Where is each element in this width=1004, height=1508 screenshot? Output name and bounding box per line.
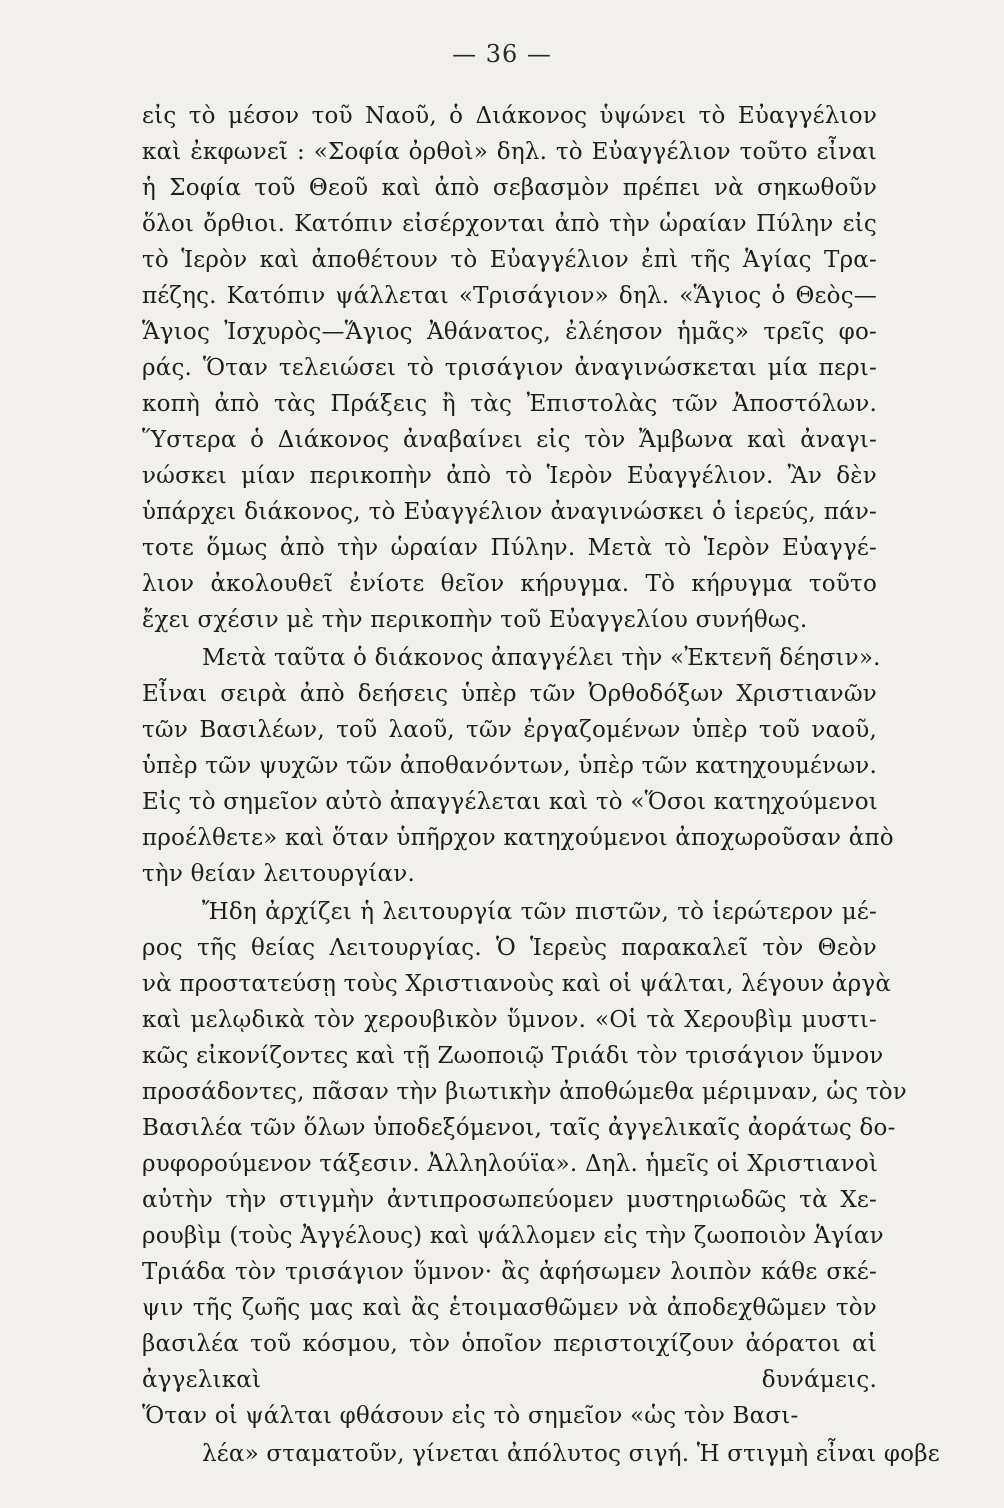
text-line: προέλθετε» καὶ ὅταν ὑπῆρχον κατηχούμενοι ἀποχωροῦσαν ἀπὸ	[142, 825, 894, 851]
text-line: λέα» σταματοῦν, γίνεται ἀπόλυτος σιγή. Ἡ στιγμὴ εἶναι φοβε	[202, 1441, 940, 1467]
page-number: — 36 —	[452, 40, 552, 68]
text-line: τὴν θείαν λειτουργίαν.	[142, 861, 415, 887]
text-line: Εἰς τὸ σημεῖον αὐτὸ ἀπαγγέλεται καὶ τὸ «Ὅσοι κατηχούμενοι	[142, 789, 878, 815]
text-line: τὸ Ἱερὸν καὶ ἀποθέτουν τὸ Εὐαγγέλιον ἐπὶ τῆς Ἁγίας Τρα-	[142, 247, 877, 273]
text-line: Ἅγιος Ἰσχυρὸς—Ἅγιος Ἀθάνατος, ἐλέησον ἡμᾶς» τρεῖς φο-	[142, 319, 877, 345]
text-line: τοτε ὅμως ἀπὸ τὴν ὡραίαν Πύλην. Μετὰ τὸ Ἱερὸν Εὐαγγέ-	[142, 535, 877, 561]
text-line: ρουβὶμ (τοὺς Ἀγγέλους) καὶ ψάλλομεν εἰς τὴν ζωοποιὸν Ἁγίαν	[142, 1223, 884, 1249]
text-line: αὐτὴν τὴν στιγμὴν ἀντιπροσωπεύομεν μυστηριωδῶς τὰ Χε-	[142, 1187, 877, 1213]
text-line: ἀγγελικαὶ δυνάμεις.	[142, 1367, 877, 1393]
text-line: καὶ μελῳδικὰ τὸν χερουβικὸν ὕμνον. «Οἱ τὰ Χερουβὶμ μυστι-	[142, 1007, 877, 1033]
text-line: βασιλέα τοῦ κόσμου, τὸν ὁποῖον περιστοιχίζουν ἀόρατοι αἱ	[142, 1331, 877, 1357]
text-line: Τριάδα τὸν τρισάγιον ὕμνον· ἂς ἀφήσωμεν λοιπὸν κάθε σκέ-	[142, 1259, 877, 1285]
text-line: ράς. Ὅταν τελειώσει τὸ τρισάγιον ἀναγινώσκεται μία περι-	[142, 355, 877, 381]
text-line: ρος τῆς θείας Λειτουργίας. Ὁ Ἱερεὺς παρακαλεῖ τὸν Θεὸν	[142, 935, 877, 961]
text-line: εἰς τὸ μέσον τοῦ Ναοῦ, ὁ Διάκονος ὑψώνει τὸ Εὐαγγέλιον	[142, 103, 877, 129]
text-line: ὑπάρχει διάκονος, τὸ Εὐαγγέλιον ἀναγινώσκει ὁ ἱερεύς, πάν-	[142, 499, 877, 525]
text-line: Μετὰ ταῦτα ὁ διάκονος ἀπαγγέλει τὴν «Ἐκτενῆ δέησιν».	[202, 645, 881, 671]
text-line: Ὕστερα ὁ Διάκονος ἀναβαίνει εἰς τὸν Ἄμβωνα καὶ ἀναγι-	[142, 427, 877, 453]
text-line: κῶς εἰκονίζοντες καὶ τῇ Ζωοποιῷ Τριάδι τὸν τρισάγιον ὕμνον	[142, 1043, 884, 1069]
text-line: ἔχει σχέσιν μὲ τὴν περικοπὴν τοῦ Εὐαγγελίου συνήθως.	[142, 607, 808, 633]
text-line: καὶ ἐκφωνεῖ : «Σοφία ὀρθοὶ» δηλ. τὸ Εὐαγγέλιον τοῦτο εἶναι	[142, 139, 877, 165]
text-line	[142, 1472, 877, 1508]
text-line: προσάδοντες, πᾶσαν τὴν βιωτικὴν ἀποθώμεθα μέριμναν, ὡς τὸν	[142, 1079, 907, 1105]
text-line: ἡ Σοφία τοῦ Θεοῦ καὶ ἀπὸ σεβασμὸν πρέπει νὰ σηκωθοῦν	[142, 175, 877, 201]
text-line: νώσκει μίαν περικοπὴν ἀπὸ τὸ Ἱερὸν Εὐαγγέλιον. Ἂν δὲν	[142, 463, 877, 489]
text-line: τῶν Βασιλέων, τοῦ λαοῦ, τῶν ἐργαζομένων ὑπὲρ τοῦ ναοῦ,	[142, 717, 877, 743]
text-line: ὑπὲρ τῶν ψυχῶν τῶν ἀποθανόντων, ὑπὲρ τῶν κατηχουμένων.	[142, 753, 877, 779]
text-line: Εἶναι σειρὰ ἀπὸ δεήσεις ὑπὲρ τῶν Ὀρθοδόξων Χριστιανῶν	[142, 681, 877, 707]
text-line: πέζης. Κατόπιν ψάλλεται «Τρισάγιον» δηλ. «Ἅγιος ὁ Θεὸς—	[142, 283, 877, 309]
text-line: ρυφορούμενον τάξεσιν. Ἀλληλούϊα». Δηλ. ἡμεῖς οἱ Χριστιανοὶ	[142, 1151, 879, 1177]
text-line: λιον ἀκολουθεῖ ἐνίοτε θεῖον κήρυγμα. Τὸ κήρυγμα τοῦτο	[142, 571, 877, 597]
text-line: κοπὴ ἀπὸ τὰς Πράξεις ἢ τὰς Ἐπιστολὰς τῶν Ἀποστόλων.	[142, 391, 877, 417]
text-line: Βασιλέα τῶν ὅλων ὑποδεξόμενοι, ταῖς ἀγγελικαῖς ἀοράτως δο-	[142, 1115, 896, 1141]
text-line: ψιν τῆς ζωῆς μας καὶ ἂς ἑτοιμασθῶμεν νὰ ἀποδεχθῶμεν τὸν	[142, 1295, 877, 1321]
text-line: Ἤδη ἀρχίζει ἡ λειτουργία τῶν πιστῶν, τὸ ἱερώτερον μέ-	[202, 899, 877, 925]
text-line: Ὅταν οἱ ψάλται φθάσουν εἰς τὸ σημεῖον «ὡς τὸν Βασι-	[142, 1403, 799, 1429]
text-line: ὅλοι ὄρθιοι. Κατόπιν εἰσέρχονται ἀπὸ τὴν ὡραίαν Πύλην εἰς	[142, 211, 877, 237]
text-line: νὰ προστατεύσῃ τοὺς Χριστιανοὺς καὶ οἱ ψάλται, λέγουν ἀργὰ	[142, 971, 892, 997]
